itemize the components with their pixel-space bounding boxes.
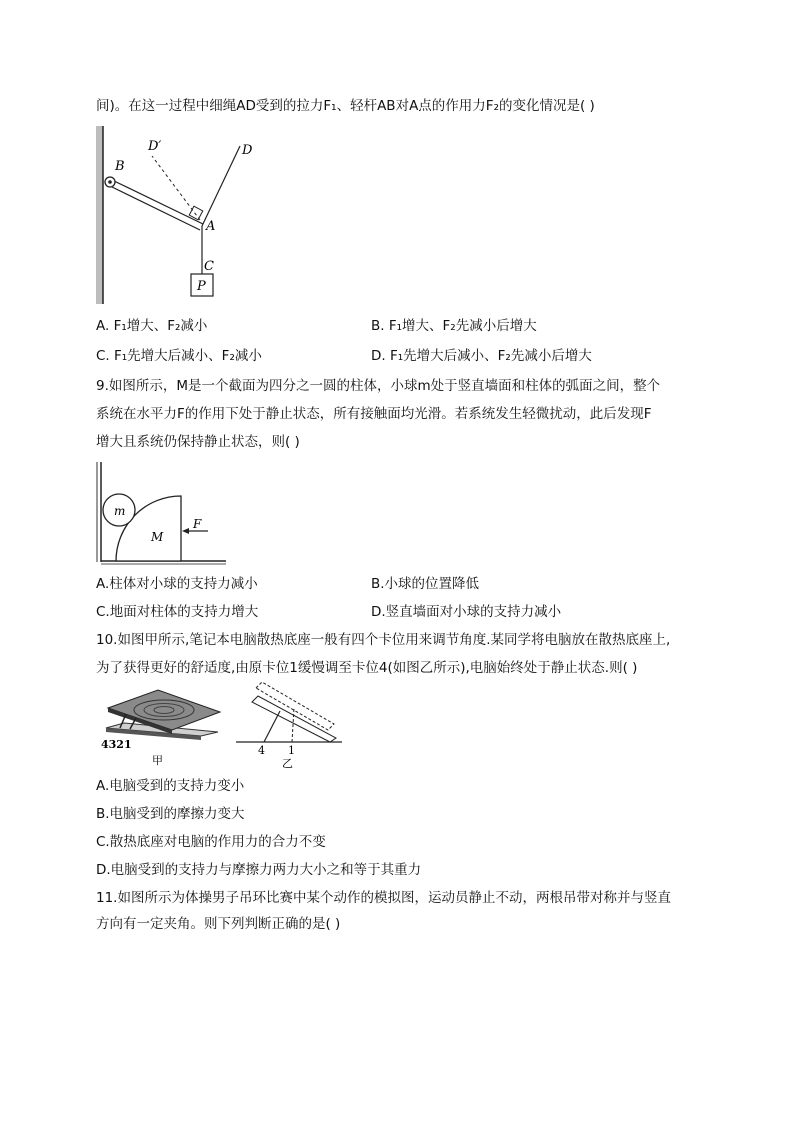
q8-option-b: B. F₁增大、F₂先减小后增大	[371, 318, 537, 334]
svg-text:甲: 甲	[152, 754, 163, 767]
q9-option-d: D.竖直墙面对小球的支持力减小	[371, 604, 562, 620]
q9-line-2: 系统在水平力F的作用下处于静止状态，所有接触面均光滑。若系统发生轻微扰动，此后发现F	[96, 406, 652, 422]
q10-option-d: D.电脑受到的支持力与摩擦力两力大小之和等于其重力	[96, 862, 422, 878]
q10-line-1: 10.如图甲所示,笔记本电脑散热底座一般有四个卡位用来调节角度.某同学将电脑放在散热底座上,	[96, 632, 671, 648]
svg-text:4321: 4321	[101, 738, 132, 751]
wall	[96, 126, 103, 304]
q9-option-b: B.小球的位置降低	[371, 576, 480, 592]
svg-text:B: B	[115, 159, 125, 174]
svg-text:C: C	[204, 259, 214, 274]
svg-text:4: 4	[258, 744, 265, 757]
q10-figure-jia	[96, 688, 226, 768]
svg-text:m: m	[114, 504, 126, 518]
q8-intro: 间)。在这一过程中细绳AD受到的拉力F₁、轻杆AB对A点的作用力F₂的变化情况是( )	[96, 98, 595, 114]
q10-option-b: B.电脑受到的摩擦力变大	[96, 806, 245, 822]
q11-line-1: 11.如图所示为体操男子吊环比赛中某个动作的模拟图，运动员静止不动，两根吊带对称并与竖直	[96, 890, 671, 906]
q9-line-3: 增大且系统仍保持静止状态，则( )	[96, 434, 300, 450]
q10-line-2: 为了获得更好的舒适度,由原卡位1缓慢调至卡位4(如图乙所示),电脑始终处于静止状态.则( )	[96, 660, 638, 676]
svg-text:D′: D′	[148, 139, 162, 154]
q9-option-c: C.地面对柱体的支持力增大	[96, 604, 259, 620]
svg-text:A: A	[206, 219, 216, 234]
q8-option-c: C. F₁先增大后减小、F₂减小	[96, 348, 262, 364]
q8-figure	[90, 124, 270, 306]
q8-option-a: A. F₁增大、F₂减小	[96, 318, 208, 334]
q10-figure-yi	[234, 680, 344, 770]
svg-text:乙: 乙	[282, 757, 293, 770]
q9-option-a: A.柱体对小球的支持力减小	[96, 576, 258, 592]
q11-line-2: 方向有一定夹角。则下列判断正确的是( )	[96, 916, 341, 932]
q9-figure	[96, 460, 236, 566]
q9-line-1: 9.如图所示，M是一个截面为四分之一圆的柱体，小球m处于竖直墙面和柱体的弧面之间，整个	[96, 378, 661, 394]
q10-option-c: C.散热底座对电脑的作用力的合力不变	[96, 834, 326, 850]
svg-text:M: M	[151, 530, 164, 544]
svg-text:P: P	[197, 279, 206, 294]
q8-option-d: D. F₁先增大后减小、F₂先减小后增大	[371, 348, 592, 364]
svg-text:F: F	[193, 517, 202, 531]
q10-option-a: A.电脑受到的支持力变小	[96, 778, 245, 794]
svg-text:D: D	[242, 143, 253, 158]
svg-text:1: 1	[288, 744, 295, 757]
